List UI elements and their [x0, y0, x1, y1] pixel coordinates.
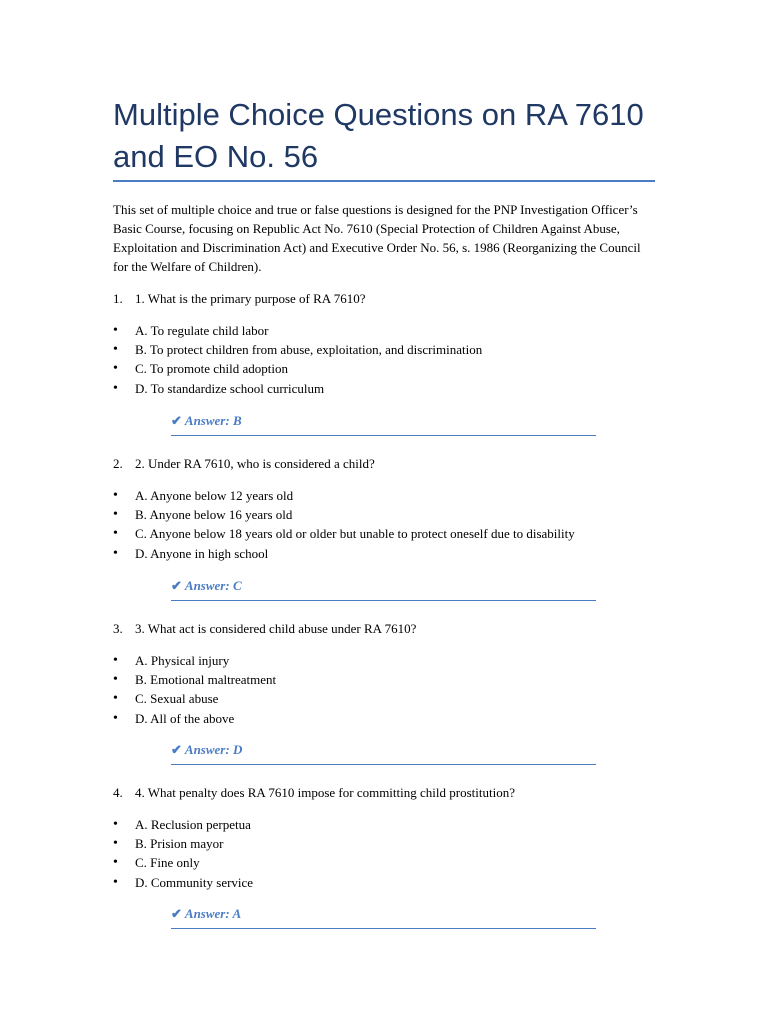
answer-4: [171, 904, 596, 929]
bullet-icon: •: [113, 691, 118, 707]
check-icon: ✔: [171, 742, 182, 757]
option-item: [113, 853, 658, 872]
option-list-4: [113, 815, 658, 892]
option-item: [113, 709, 658, 728]
option-text: A. Reclusion perpetua: [135, 817, 251, 832]
answer-2: [171, 576, 596, 601]
bullet-icon: •: [113, 323, 118, 338]
bullet-icon: •: [113, 710, 118, 726]
document-title: Multiple Choice Questions on RA 7610 and EO No. 56: [113, 97, 644, 174]
question-3: [113, 619, 658, 638]
option-item: [113, 505, 658, 524]
bullet-icon: •: [113, 507, 118, 523]
option-text: B. To protect children from abuse, exploitation, and discrimination: [135, 342, 483, 358]
question-text: 3. What act is considered child abuse under RA 7610?: [135, 621, 417, 636]
bullet-icon: •: [113, 361, 118, 377]
option-text: C. Sexual abuse: [135, 691, 219, 707]
question-text: 4. What penalty does RA 7610 impose for committing child prostitution?: [135, 785, 515, 800]
bullet-icon: •: [113, 874, 118, 890]
question-number: 4.: [113, 785, 123, 800]
bullet-icon: •: [113, 653, 118, 668]
bullet-icon: •: [113, 836, 118, 852]
option-text: D. To standardize school curriculum: [135, 380, 325, 396]
option-item: [113, 524, 658, 543]
option-item: [113, 834, 658, 853]
option-item: [113, 486, 658, 505]
bullet-icon: •: [113, 817, 118, 832]
option-text: B. Anyone below 16 years old: [135, 507, 293, 523]
check-icon: ✔: [171, 578, 182, 593]
option-text: D. Anyone in high school: [135, 545, 269, 561]
option-text: A. Anyone below 12 years old: [135, 488, 294, 503]
intro-paragraph: This set of multiple choice and true or false questions is designed for the PNP Investigation Officer’s Basic Course, focusing on Republic Act No. 7610 (Special Protection of Children Against Abuse, Exploitation and Discrimination Act) and Executive Order No. 56, s. 1986 (Reorganizing the Council for the Welfare of Children).: [113, 202, 641, 274]
option-item: [113, 544, 658, 563]
question-1: [113, 289, 658, 308]
question-text: 2. Under RA 7610, who is considered a child?: [135, 456, 375, 471]
answer-text: Answer: A: [184, 906, 242, 921]
option-text: C. Fine only: [135, 855, 200, 871]
option-item: [113, 321, 658, 340]
answer-3: [171, 740, 596, 765]
option-item: [113, 670, 658, 689]
option-item: [113, 379, 658, 398]
bullet-icon: •: [113, 488, 118, 503]
answer-1: [171, 411, 596, 436]
bullet-icon: •: [113, 526, 118, 542]
option-list-2: [113, 486, 658, 563]
option-text: C. Anyone below 18 years old or older but unable to protect oneself due to disability: [135, 526, 575, 542]
option-text: D. All of the above: [135, 710, 235, 726]
option-list-3: [113, 651, 658, 728]
bullet-icon: •: [113, 342, 118, 358]
question-4: [113, 783, 658, 802]
option-item: [113, 873, 658, 892]
question-number: 3.: [113, 621, 123, 636]
option-text: B. Emotional maltreatment: [135, 672, 277, 688]
question-number: 1.: [113, 291, 123, 306]
check-icon: ✔: [171, 906, 182, 921]
option-list-1: [113, 321, 658, 398]
question-2: [113, 454, 658, 473]
answer-text: Answer: C: [184, 578, 242, 593]
title-divider: [113, 180, 655, 182]
option-text: B. Prision mayor: [135, 836, 224, 852]
option-text: D. Community service: [135, 874, 254, 890]
question-number: 2.: [113, 456, 123, 471]
option-text: C. To promote child adoption: [135, 361, 289, 377]
question-text: 1. What is the primary purpose of RA 7610?: [135, 291, 366, 306]
answer-text: Answer: D: [184, 742, 243, 757]
option-item: [113, 651, 658, 670]
bullet-icon: •: [113, 380, 118, 396]
option-text: A. Physical injury: [135, 653, 230, 668]
bullet-icon: •: [113, 672, 118, 688]
option-item: [113, 689, 658, 708]
bullet-icon: •: [113, 545, 118, 561]
answer-text: Answer: B: [184, 413, 242, 428]
option-item: [113, 815, 658, 834]
check-icon: ✔: [171, 413, 182, 428]
bullet-icon: •: [113, 855, 118, 871]
option-text: A. To regulate child labor: [135, 323, 269, 338]
option-item: [113, 340, 658, 359]
option-item: [113, 359, 658, 378]
